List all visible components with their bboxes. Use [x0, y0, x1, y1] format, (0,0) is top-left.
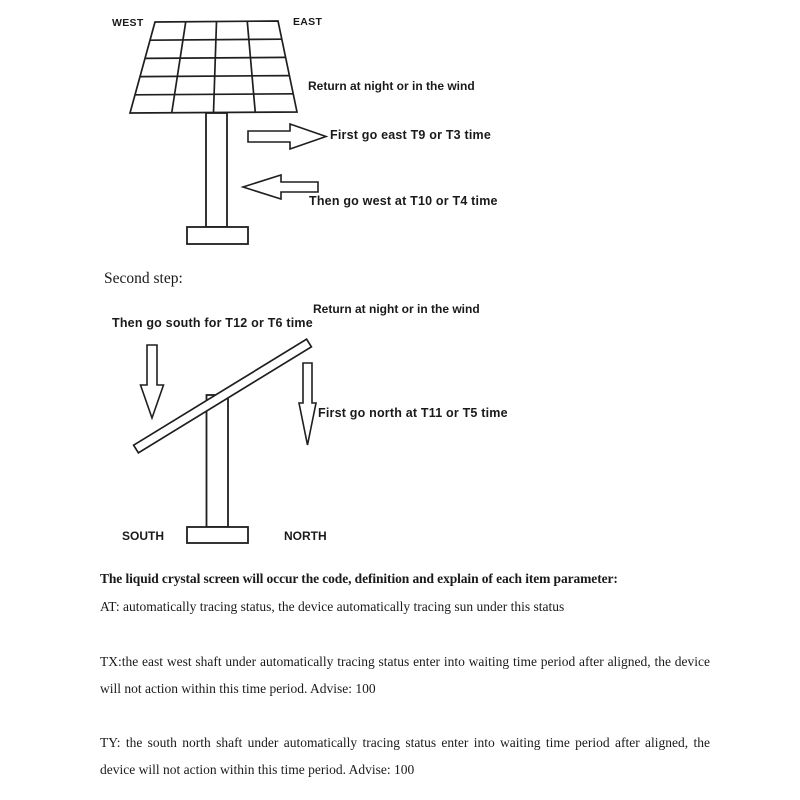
- arrow-east-icon: [248, 124, 326, 149]
- parameters-heading: The liquid crystal screen will occur the code, definition and explain of each item parameter:: [100, 571, 618, 586]
- go-west-label: Then go west at T10 or T4 time: [309, 194, 498, 208]
- pole: [206, 113, 227, 227]
- north-label: NORTH: [284, 529, 327, 543]
- pole-base: [187, 527, 248, 543]
- arrow-west-icon: [243, 175, 318, 199]
- east-label: EAST: [293, 16, 323, 28]
- pole-base: [187, 227, 248, 244]
- go-east-label: First go east T9 or T3 time: [330, 128, 491, 142]
- parameter-at-line: AT: automatically tracing status, the device automatically tracing sun under this status: [100, 599, 565, 614]
- parameter-tx-paragraph: TX:the east west shaft under automatically tracing status enter into waiting time period after aligned, the device will not action within this time period. Advise: 100: [100, 654, 710, 696]
- second-step-heading: Second step:: [104, 270, 183, 287]
- arrow-north-icon: [299, 363, 316, 445]
- go-south-label: Then go south for T12 or T6 time: [112, 316, 313, 330]
- west-label: WEST: [112, 17, 144, 29]
- return-at-night-label-2: Return at night or in the wind: [313, 302, 480, 316]
- pole: [207, 395, 229, 527]
- diagram-north-south: [100, 300, 500, 550]
- arrow-south-icon: [141, 345, 164, 418]
- solar-panel-icon: [130, 21, 297, 113]
- south-label: SOUTH: [122, 529, 164, 543]
- parameter-ty-paragraph: TY: the south north shaft under automatically tracing status enter into waiting time period after aligned, the device will not action within this time period. Advise: 100: [100, 735, 710, 777]
- go-north-label: First go north at T11 or T5 time: [318, 406, 508, 420]
- return-at-night-label-1: Return at night or in the wind: [308, 79, 475, 93]
